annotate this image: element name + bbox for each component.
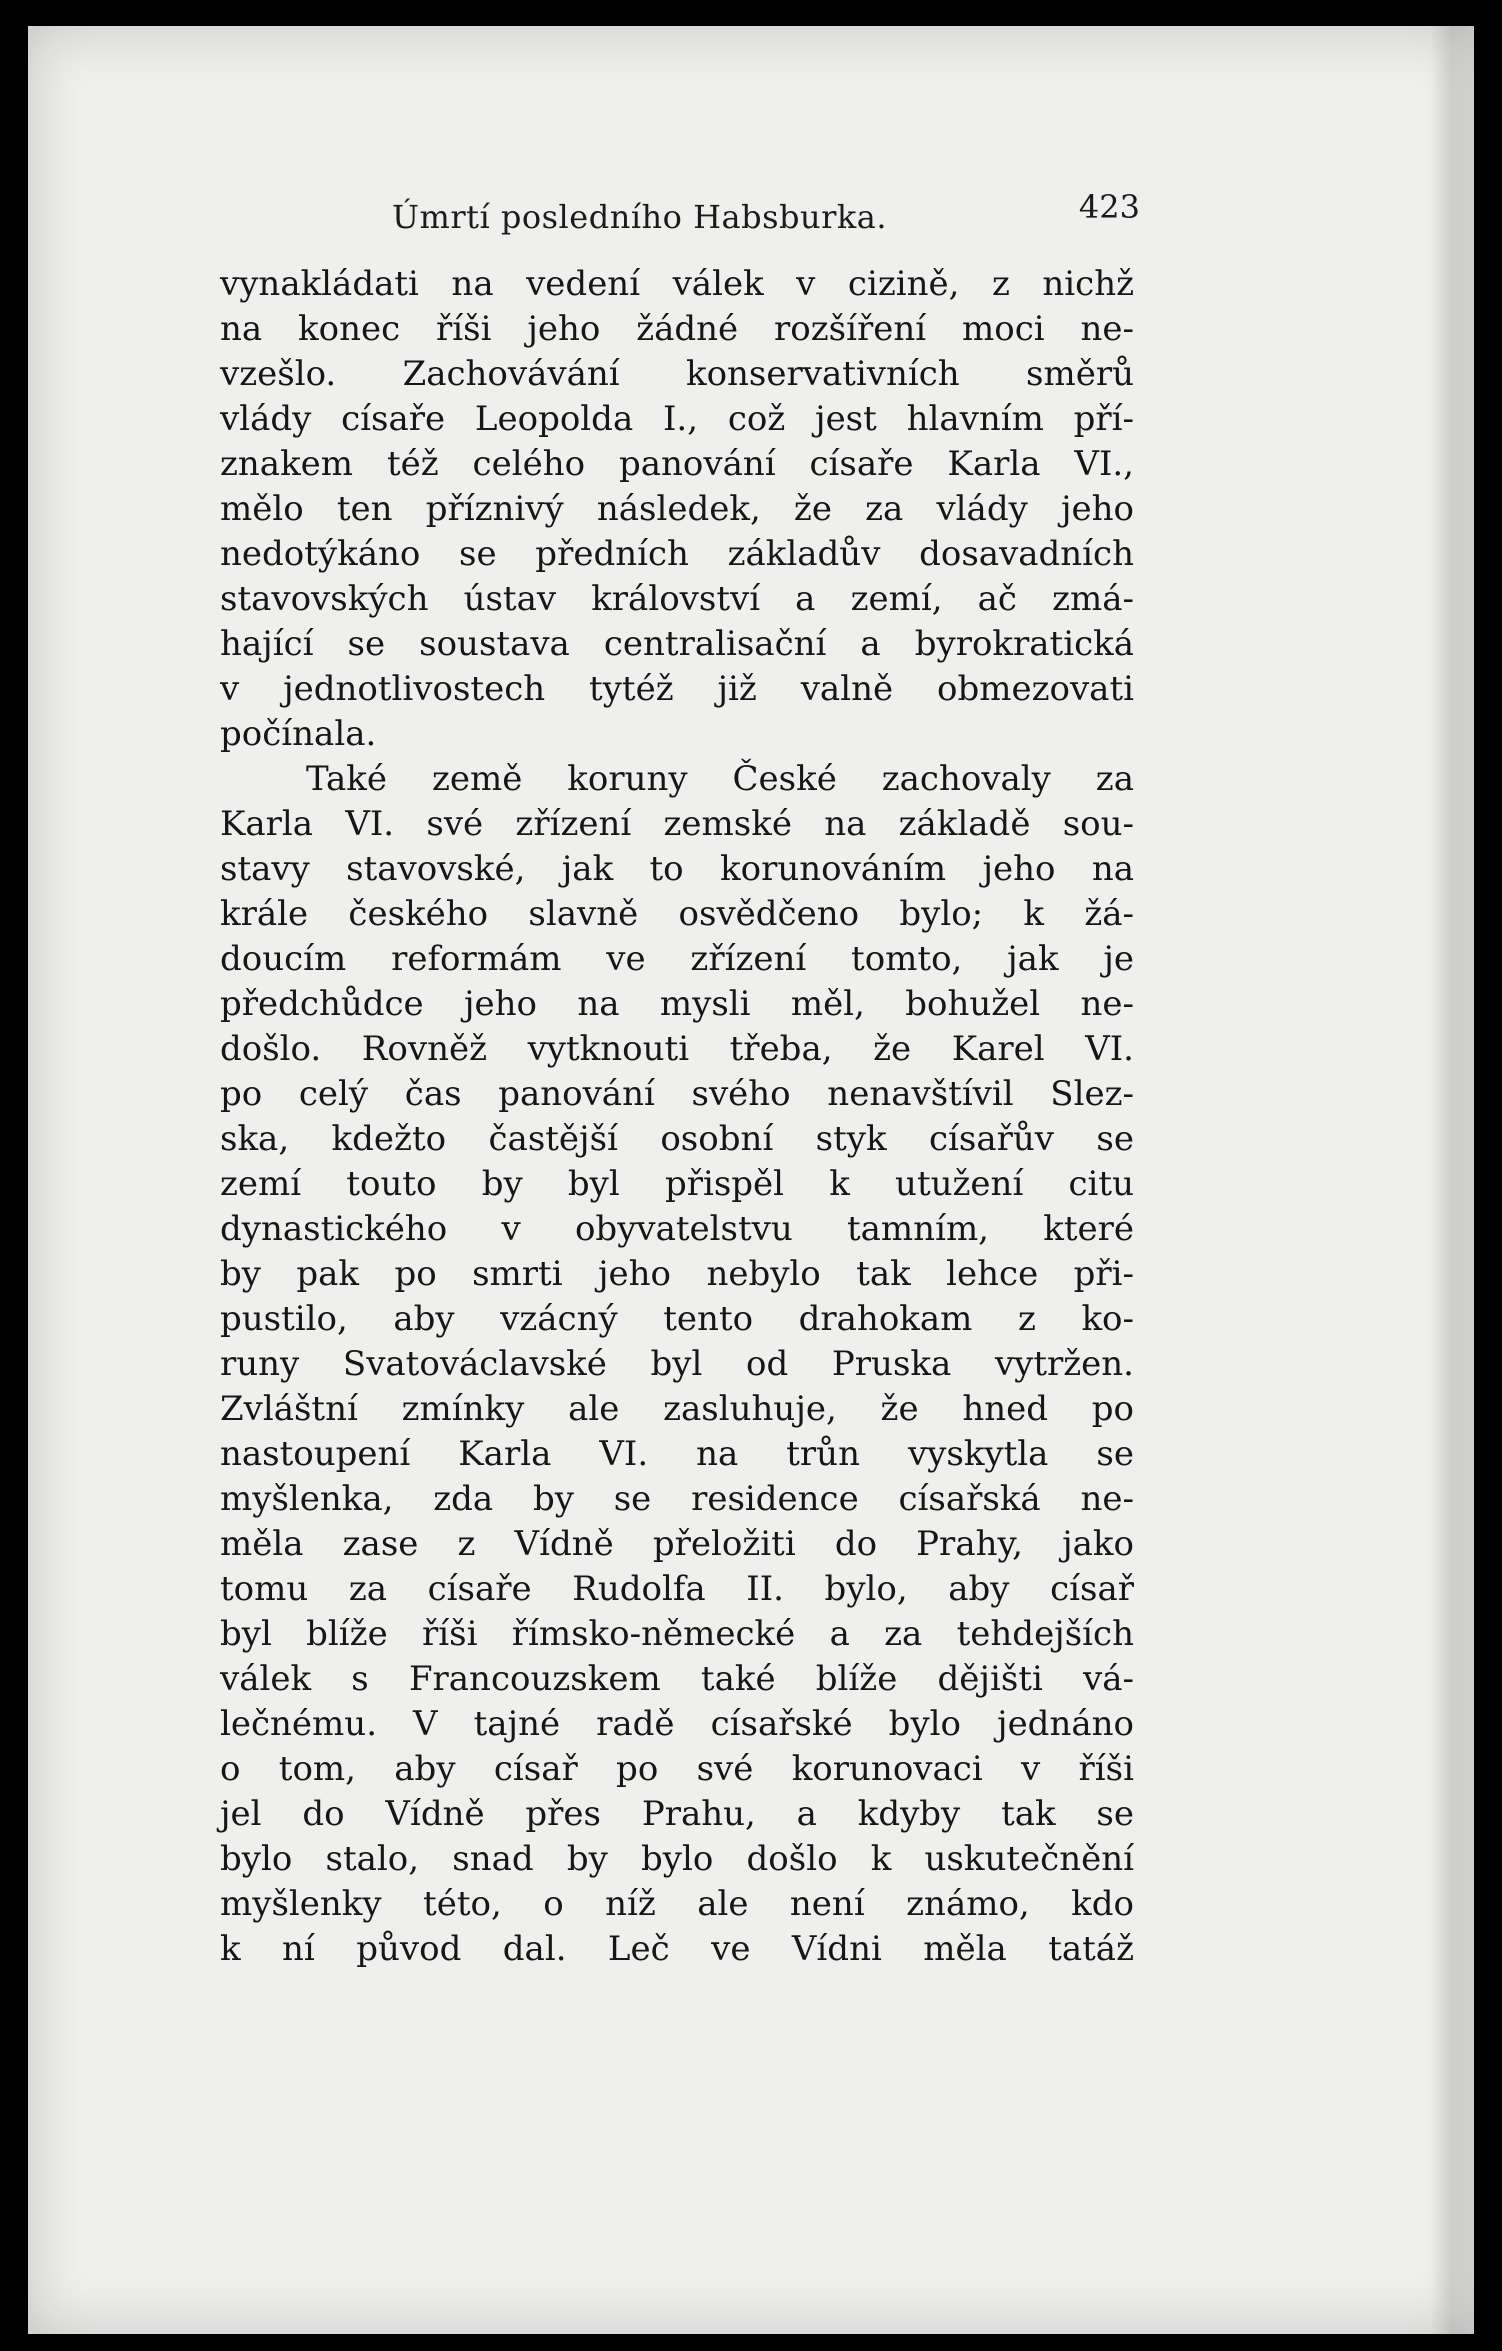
text-line: nedotýkáno se předních základův dosavadních [220,534,1134,574]
paragraph-end-line: počínala. [220,714,377,754]
text-line: na konec říši jeho žádné rozšíření moci ne- [220,309,1134,349]
paragraph-first-line: Také země koruny České zachovaly za [306,759,1134,799]
text-line: dynastického v obyvatelstvu tamním, které [220,1209,1134,1249]
text-line: předchůdce jeho na mysli měl, bohužel ne- [220,984,1134,1024]
text-line: bylo stalo, snad by bylo došlo k uskutečnění [220,1839,1134,1879]
text-line: nastoupení Karla VI. na trůn vyskytla se [220,1434,1134,1474]
body-text [220,262,1134,1972]
text-line: krále českého slavně osvědčeno bylo; k žá- [220,894,1134,934]
text-line: myšlenky této, o níž ale není známo, kdo [220,1884,1134,1924]
text-line: byl blíže říši římsko-německé a za tehdejších [220,1614,1134,1654]
text-line: myšlenka, zda by se residence císařská ne- [220,1479,1134,1519]
text-line: runy Svatováclavské byl od Pruska vytržen. [220,1344,1134,1384]
text-line: by pak po smrti jeho nebylo tak lehce při- [220,1254,1134,1294]
text-line: válek s Francouzskem také blíže dějišti vá- [220,1659,1134,1699]
text-line: měla zase z Vídně přeložiti do Prahy, jako [220,1524,1134,1564]
text-line: vynakládati na vedení válek v cizině, z nichž [220,264,1134,304]
text-line: vzešlo. Zachovávání konservativních směrů [220,354,1134,394]
text-line: po celý čas panování svého nenavštívil Slez- [220,1074,1134,1114]
text-line: doucím reformám ve zřízení tomto, jak je [220,939,1134,979]
text-line: stavy stavovské, jak to korunováním jeho na [220,849,1134,889]
text-line: mělo ten příznivý následek, že za vlády jeho [220,489,1134,529]
text-line: o tom, aby císař po své korunovaci v říši [220,1749,1134,1789]
text-line: v jednotlivostech tytéž již valně obmezovati [220,669,1134,709]
page-edge-shadow [1430,26,1474,2334]
text-line: k ní původ dal. Leč ve Vídni měla tatáž [220,1929,1134,1969]
text-line: vlády císaře Leopolda I., což jest hlavním pří- [220,399,1134,439]
page-number: 423 [1078,188,1140,226]
text-line: Karla VI. své zřízení zemské na základě sou- [220,804,1134,844]
text-line: tomu za císaře Rudolfa II. bylo, aby císař [220,1569,1134,1609]
text-line: hající se soustava centralisační a byrokratická [220,624,1134,664]
text-line: Zvláštní zmínky ale zasluhuje, že hned po [220,1389,1134,1429]
text-line: došlo. Rovněž vytknouti třeba, že Karel VI. [220,1029,1134,1069]
text-line: pustilo, aby vzácný tento drahokam z ko- [220,1299,1134,1339]
text-line: stavovských ústav království a zemí, ač zmá- [220,579,1134,619]
running-title: Úmrtí posledního Habsburka. [392,198,888,236]
text-line: znakem též celého panování císaře Karla VI., [220,444,1134,484]
running-head [220,188,1140,248]
text-line: zemí touto by byl přispěl k utužení citu [220,1164,1134,1204]
text-line: lečnému. V tajné radě císařské bylo jednáno [220,1704,1134,1744]
text-line: jel do Vídně přes Prahu, a kdyby tak se [220,1794,1134,1834]
text-line: ska, kdežto častější osobní styk císařův se [220,1119,1134,1159]
